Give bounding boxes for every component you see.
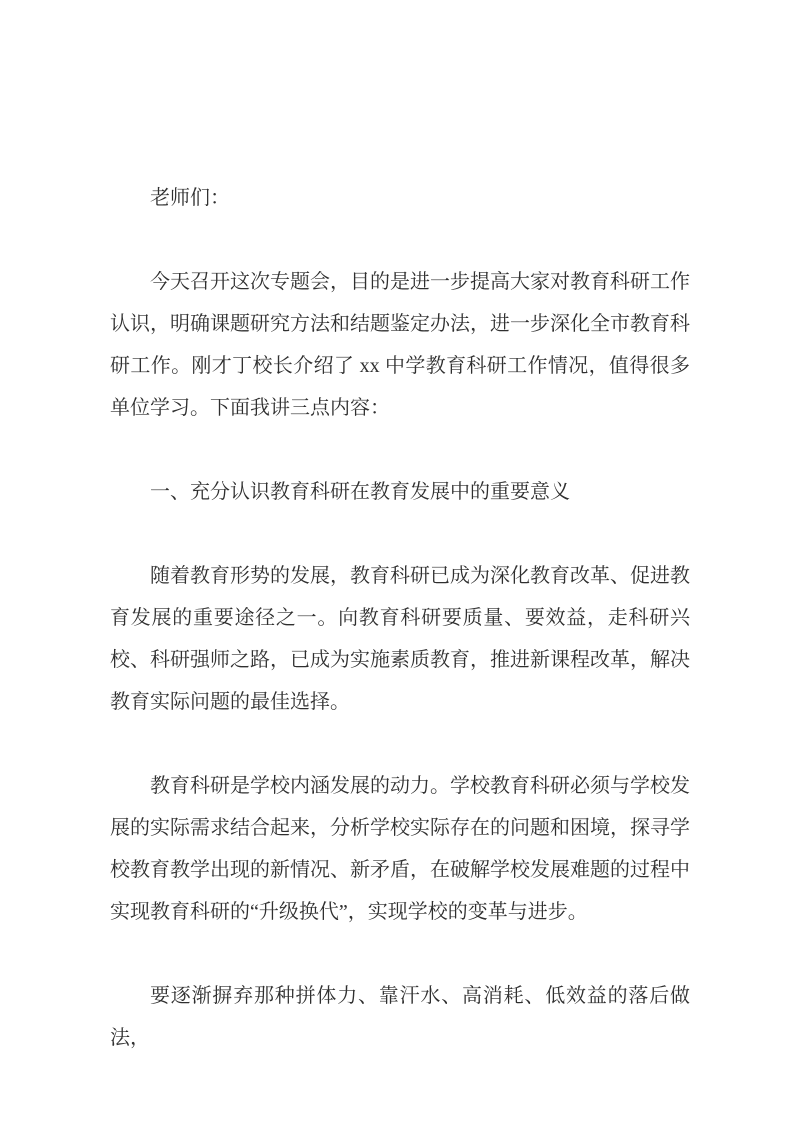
paragraph-body: 今天召开这次专题会，目的是进一步提高大家对教育科研工作认识，明确课题研究方法和结题鉴定办法，进一步深化全市教育科研工作。刚才丁校长介绍了 xx 中学教育科研工作情况，值得很多单位学习。下面我讲三点内容： xyxy=(110,271,690,419)
paragraph-heading: 一、充分认识教育科研在教育发展中的重要意义 xyxy=(150,481,570,503)
paragraph-salutation: 老师们： xyxy=(150,187,230,209)
document-body xyxy=(110,177,690,1101)
paragraph-body: 教育科研是学校内涵发展的动力。学校教育科研必须与学校发展的实际需求结合起来，分析学校实际存在的问题和困境，探寻学校教育教学出现的新情况、新矛盾，在破解学校发展难题的过程中实现教育科研的“升级换代”，实现学校的变革与进步。 xyxy=(110,775,690,923)
paragraph-body: 要逐渐摒弃那种拼体力、靠汗水、高消耗、低效益的落后做法， xyxy=(110,985,690,1049)
paragraph-body: 随着教育形势的发展，教育科研已成为深化教育改革、促进教育发展的重要途径之一。向教育科研要质量、要效益，走科研兴校、科研强师之路，已成为实施素质教育，推进新课程改革，解决教育实际问题的最佳选择。 xyxy=(110,565,690,713)
